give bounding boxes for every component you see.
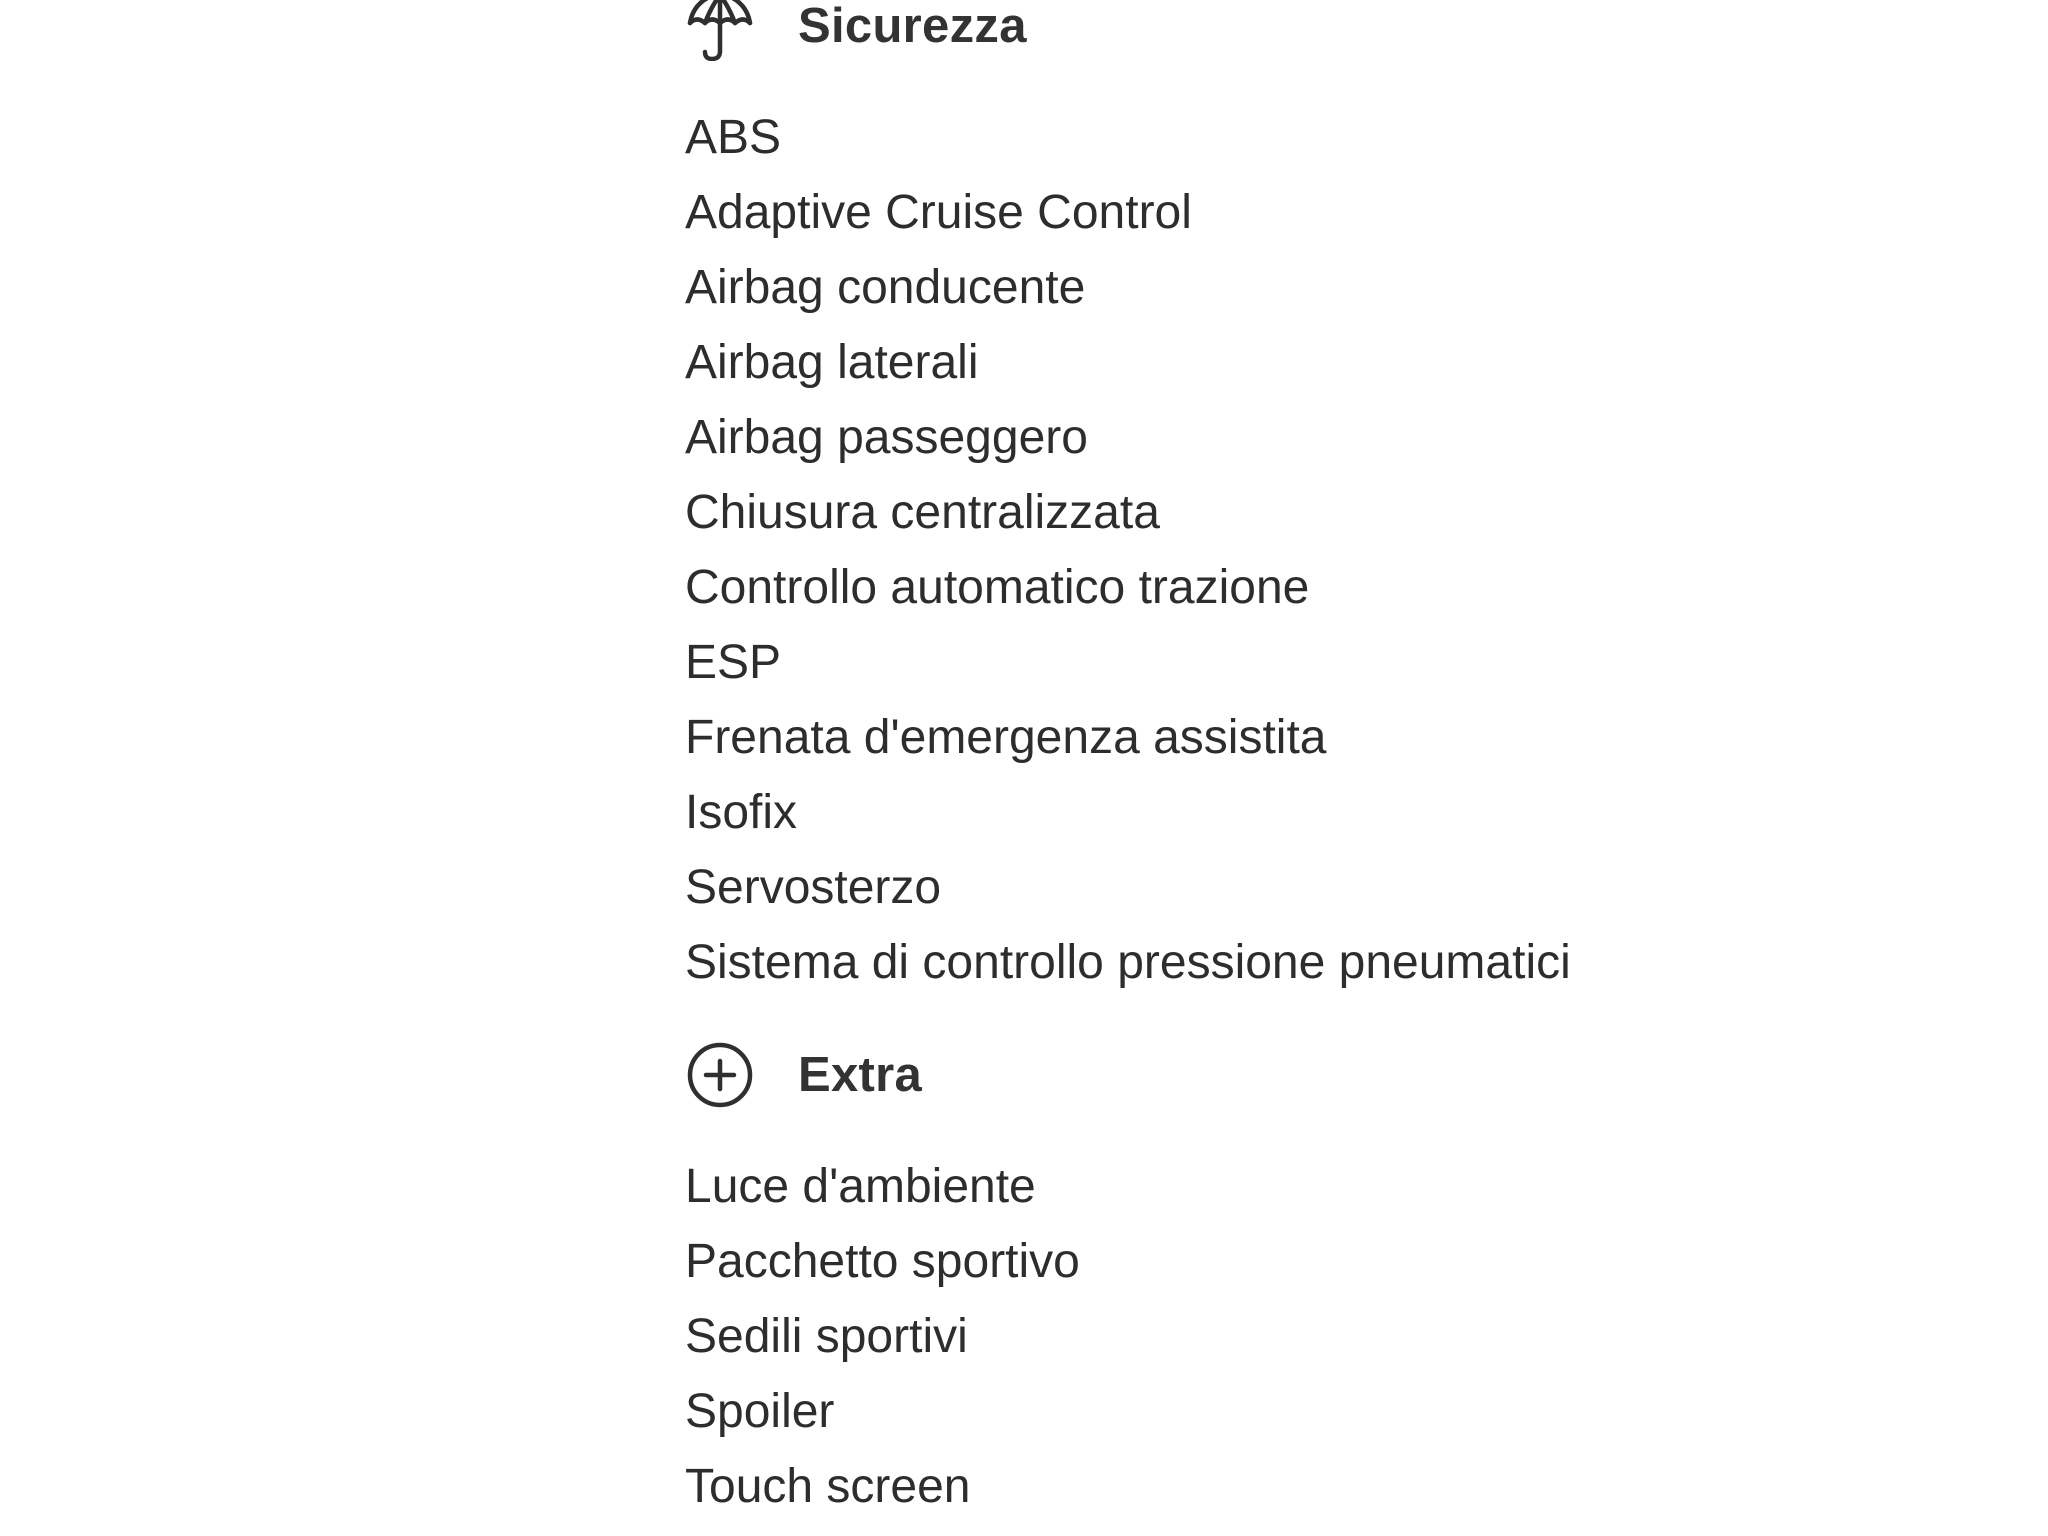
list-item: Servosterzo <box>685 861 942 914</box>
list-item: Touch screen <box>685 1460 971 1513</box>
section-title-sicurezza: Sicurezza <box>798 0 1027 53</box>
list-item: Airbag laterali <box>685 336 979 389</box>
section-title-extra: Extra <box>798 1048 923 1102</box>
list-item: Controllo automatico trazione <box>685 561 1310 614</box>
section-header-extra <box>685 1035 922 1115</box>
list-item: Adaptive Cruise Control <box>685 186 1192 239</box>
list-item: Pacchetto sportivo <box>685 1235 1080 1288</box>
umbrella-icon <box>685 0 755 61</box>
list-item: Airbag conducente <box>685 261 1086 314</box>
list-item: Frenata d'emergenza assistita <box>685 711 1327 764</box>
list-item: Airbag passeggero <box>685 411 1088 464</box>
list-item: Luce d'ambiente <box>685 1160 1036 1213</box>
list-item: ABS <box>685 111 782 164</box>
feature-list-extra <box>685 1149 1080 1524</box>
list-item: ESP <box>685 636 782 689</box>
list-item: Isofix <box>685 786 798 839</box>
list-item: Sistema di controllo pressione pneumatici <box>685 936 1571 989</box>
list-item: Chiusura centralizzata <box>685 486 1160 539</box>
feature-list-sicurezza <box>685 100 1571 1000</box>
list-item: Sedili sportivi <box>685 1310 968 1363</box>
list-item: Spoiler <box>685 1385 835 1438</box>
plus-circle-icon <box>685 1040 755 1110</box>
section-header-sicurezza <box>685 0 1027 66</box>
